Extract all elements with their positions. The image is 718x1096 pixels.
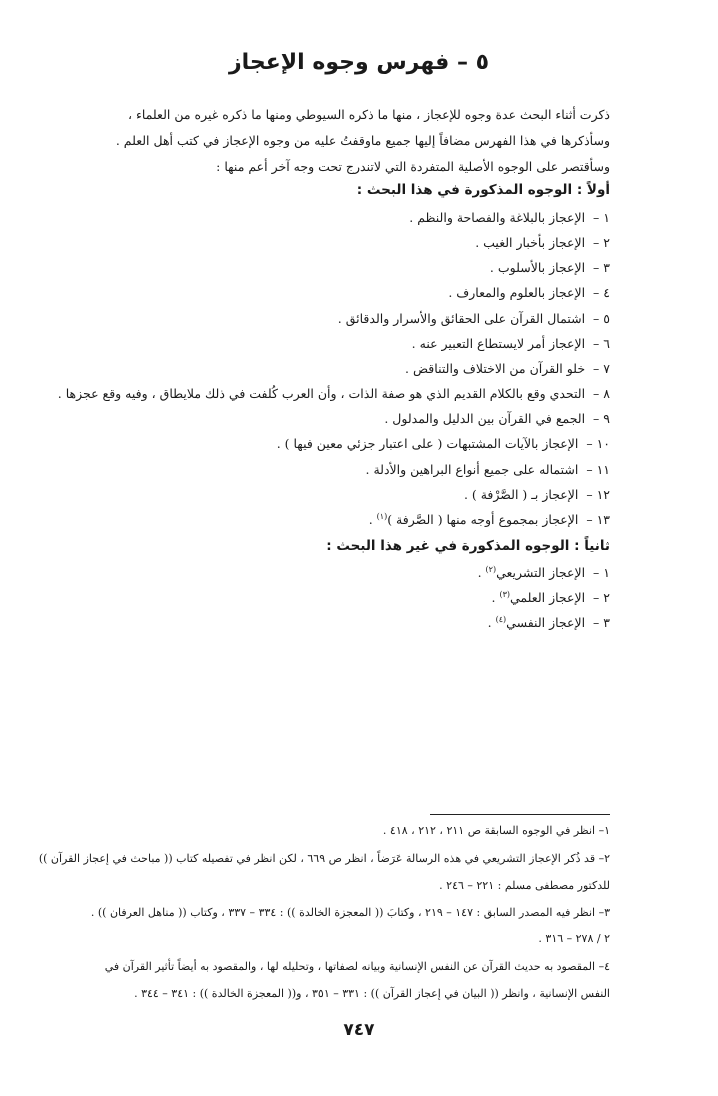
footnote-ref: (٤)	[495, 615, 507, 624]
footnote-4-cont: النفس الإنسانية ، وانظر (( البيان في إعجاز القرآن )) : ٣٣١ – ٣٥١ ، و(( المعجزة الخالدة )) : ٣٤١ – ٣٤٤ .	[134, 987, 610, 1000]
intro-line-3: وسأقتصر على الوجوه الأصلية المتفردة التي لاتندرج تحت وجه آخر أعم منها :	[216, 159, 610, 174]
list-item: ٢ – الإعجاز العلمي$^{(٣)}$ .	[491, 590, 610, 606]
footnote-divider	[430, 814, 610, 815]
intro-line-2: وسأذكرها في هذا الفهرس مضافاً إليها جميع ماوقفتُ عليه من وجوه الإعجاز في كتب أهل العلم .	[115, 133, 610, 148]
list-item: ٣ – الإعجاز بالأسلوب .	[489, 260, 610, 275]
list-item: ٢ – الإعجاز بأخبار الغيب .	[475, 235, 610, 250]
list-item: ٣ – الإعجاز النفسي$^{(٤)}$ .	[487, 615, 610, 631]
footnote-ref: (١)	[376, 512, 388, 521]
intro-line-1: ذكرت أثناء البحث عدة وجوه للإعجاز ، منها ما ذكره السيوطي ومنها ما ذكره غيره من العلماء ،	[128, 107, 610, 122]
footnote-ref: (٢)	[485, 565, 497, 574]
page-title: ٥ – فهرس وجوه الإعجاز	[228, 50, 490, 75]
list-item: ١٠ – الإعجاز بالآيات المشتبهات ( على اعتبار جزئي معين فيها ) .	[276, 436, 610, 451]
list-item: ٧ – خلو القرآن من الاختلاف والتناقض .	[405, 361, 610, 376]
footnote-4: ٤– المقصود به حديث القرآن عن النفس الإنسانية وبيانه لصفاتها ، وتحليله لها ، والمقصود به أيضاً تأثير القرآن في	[104, 960, 610, 973]
footnote-ref: (٣)	[499, 590, 511, 599]
footnote-1: ١– انظر في الوجوه السابقة ص ٢١١ ، ٢١٢ ، ٤١٨ .	[382, 824, 610, 837]
footnote-2: ٢– قد ذُكر الإعجاز التشريعي في هذه الرسالة عَرَضاً ، انظر ص ٦٦٩ ، لكن انظر في تفصيله كتاب (( مباحث في إعجاز القرآن ))	[38, 852, 610, 865]
section-heading-2: ثانياً : الوجوه المذكورة في غير هذا البحث :	[326, 538, 610, 554]
list-item: ٤ – الإعجاز بالعلوم والمعارف .	[448, 285, 610, 300]
list-item: ٩ – الجمع في القرآن بين الدليل والمدلول .	[384, 411, 610, 426]
list-item: ٨ – التحدي وقع بالكلام القديم الذي هو صفة الذات ، وأن العرب كُلفت في ذلك ملايطاق ، وفيه وقع عجزها .	[57, 386, 610, 401]
list-item: ٦ – الإعجاز أمر لايستطاع التعبير عنه .	[411, 336, 610, 351]
section-heading-1: أولاً : الوجوه المذكورة في هذا البحث :	[356, 182, 610, 198]
footnote-2-cont: للدكتور مصطفى مسلم : ٢٢١ – ٢٤٦ .	[439, 879, 610, 892]
footnote-3-cont: ٢ / ٢٧٨ – ٣١٦ .	[538, 932, 610, 945]
page-number: ٧٤٧	[343, 1020, 375, 1040]
list-item: ١٣ – الإعجاز بمجموع أوجه منها ( الصَّرفة )$^{(١)}$ .	[368, 512, 610, 528]
footnote-3: ٣– انظر فيه المصدر السابق : ١٤٧ – ٢١٩ ، وكتابَ (( المعجزة الخالدة )) : ٣٣٤ – ٣٣٧ ، وكتاب (( مناهل العرفان )) .	[90, 906, 610, 919]
list-item: ١ – الإعجاز بالبلاغة والفصاحة والنظم .	[409, 210, 610, 225]
list-item: ٥ – اشتمال القرآن على الحقائق والأسرار والدقائق .	[337, 311, 610, 326]
list-item: ١ – الإعجاز التشريعي$^{(٢)}$ .	[477, 565, 610, 581]
list-item: ١١ – اشتماله على جميع أنواع البراهين والأدلة .	[365, 462, 610, 477]
list-item: ١٢ – الإعجاز بـ ( الصَّرْفة ) .	[463, 487, 610, 502]
